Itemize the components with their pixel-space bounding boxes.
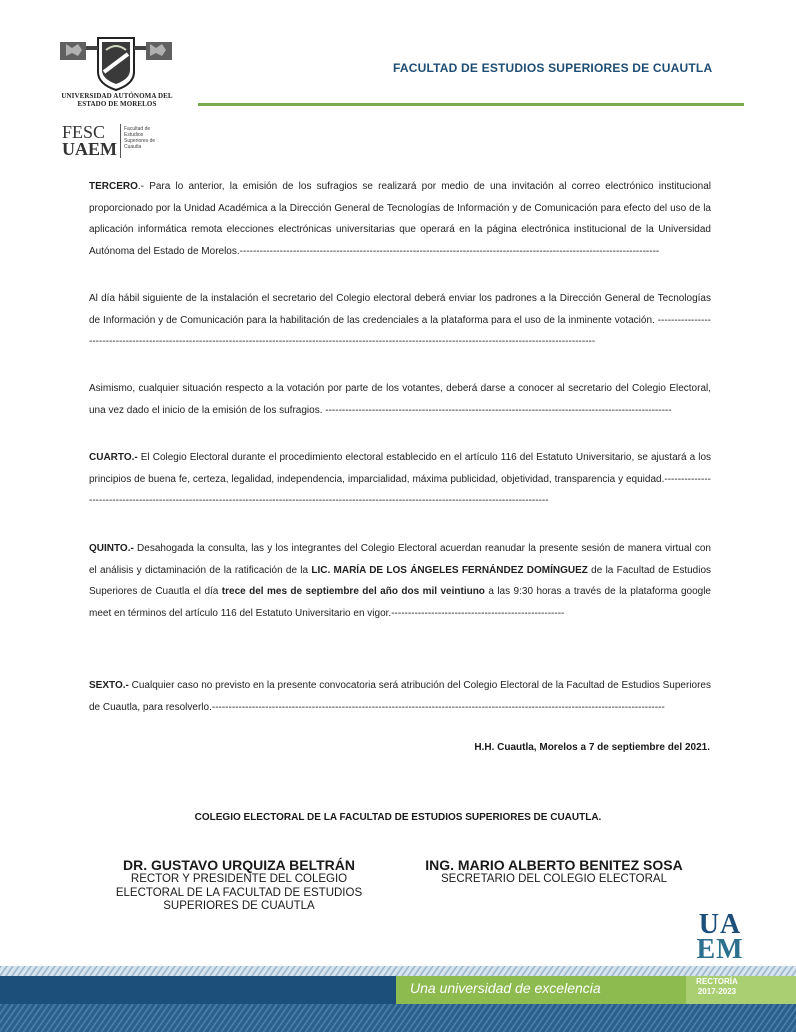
footer-stripe-bottom	[0, 1004, 796, 1032]
asimismo-text: Asimismo, cualquier situación respecto a la votación por parte de los votantes, deberá darse a conocer al secretario del Colegio Electoral, una vez dado el inicio de la emisión de los sufragios.	[89, 383, 711, 416]
fesc-logo-line1: FESC	[62, 122, 106, 142]
fesc-logo-desc2: Estudios	[124, 132, 144, 138]
rectoria-period: 2017-2023	[697, 987, 737, 996]
date-line: H.H. Cuautla, Morelos a 7 de septiembre del 2021.	[474, 742, 710, 753]
sexto-dashes: ----------------------------------------------------------------------------------------------------------------------------------------	[211, 701, 665, 713]
footer-stripe-top	[0, 966, 796, 976]
footer-tagline: Una universidad de excelencia	[410, 980, 601, 996]
signature-secretary	[402, 857, 706, 887]
quinto-text-a: Desahogada la consulta, las y los integrantes del Colegio Electoral acuerdan reanudar la presente sesión de manera virtual con el análisis y dictaminación de la ratificación de la	[89, 543, 711, 576]
fesc-logo-line2: UAEM	[62, 139, 117, 159]
university-name-line2: ESTADO DE MORELOS	[77, 100, 157, 108]
cuarto-dashes: --------------------------------------------------------------------------------------------------------------------------------------------------------	[89, 473, 711, 506]
president-title-line1: RECTOR Y PRESIDENTE DEL COLEGIO	[130, 873, 348, 885]
rectoria-label	[686, 977, 748, 997]
quinto-text-b: de la Facultad de Estudios Superiores de Cuautla el día	[89, 564, 712, 597]
committee-title: COLEGIO ELECTORAL DE LA FACULTAD DE ESTUDIOS SUPERIORES DE CUAUTLA.	[194, 812, 602, 823]
cuarto-label: CUARTO.-	[89, 452, 138, 463]
uaem-footer-logo	[690, 909, 750, 968]
uaem-logo-line1: UA	[698, 909, 742, 940]
tercero-text: .- Para lo anterior, la emisión de los sufragios se realizará por medio de una invitación al correo electrónico institucional proporcionado por la Unidad Académica a la Dirección General de Tecnologías de Información y de Comunicación para efecto del uso de la aplicación informática remota elecciones electrónicas universitarias que operará en la página electrónica institucional de la Universidad Autónoma del Estado de Morelos.	[89, 181, 711, 257]
fesc-logo-desc3: Superiores de	[124, 138, 156, 144]
university-crest-icon	[58, 36, 174, 92]
quinto-text-c: a las 9:30 horas a través de la plataforma google meet en términos del artículo 116 del Estatuto Universitario en vigor.	[89, 586, 711, 619]
padrones-text: Al día hábil siguiente de la instalación el secretario del Colegio electoral deberá enviar los padrones a la Dirección General de Tecnologías de Información y de Comunicación para la habilitación de las credenciales a la plataforma para el uso de la inminente votación.	[89, 293, 711, 326]
fesc-logo	[62, 124, 172, 164]
university-name	[56, 92, 178, 108]
tercero-label: TERCERO	[89, 181, 138, 192]
faculty-title: FACULTAD DE ESTUDIOS SUPERIORES DE CUAUTLA	[393, 61, 713, 75]
paragraph-padrones	[89, 288, 711, 353]
sexto-label: SEXTO.-	[89, 680, 129, 691]
header-divider	[198, 103, 744, 106]
university-name-line1: UNIVERSIDAD AUTÓNOMA DEL	[61, 92, 173, 100]
paragraph-tercero	[89, 176, 711, 262]
quinto-bold-date: trece del mes de septiembre del año dos mil veintiuno	[221, 586, 485, 597]
paragraph-quinto	[89, 538, 711, 624]
padrones-dashes: ------------------------------------------------------------------------------------------------------------------------------------------------------------------------	[89, 314, 711, 347]
cuarto-text: El Colegio Electoral durante el procedimiento electoral establecido en el artículo 116 del Estatuto Universitario, se ajustará a los principios de buena fe, certeza, legalidad, independencia, imparcialidad, máxima publicidad, objetividad, transparencia y equidad.	[89, 452, 711, 485]
fesc-logo-desc1: Facultad de	[124, 126, 151, 132]
secretary-name: ING. MARIO ALBERTO BENITEZ SOSA	[425, 857, 683, 873]
quinto-label: QUINTO.-	[89, 543, 134, 554]
paragraph-asimismo	[89, 378, 711, 421]
paragraph-cuarto	[89, 447, 711, 512]
president-name: DR. GUSTAVO URQUIZA BELTRÁN	[122, 857, 356, 873]
secretary-title: SECRETARIO DEL COLEGIO ELECTORAL	[440, 873, 667, 885]
signature-president	[88, 857, 390, 914]
sexto-text: Cualquier caso no previsto en la presente convocatoria será atribución del Colegio Electoral de la Facultad de Estudios Superiores de Cuautla, para resolverlo.	[89, 680, 711, 713]
paragraph-sexto	[89, 675, 711, 718]
fesc-logo-desc4: Cuautla	[124, 144, 142, 150]
rectoria-text: RECTORÍA	[696, 977, 738, 986]
asimismo-dashes: --------------------------------------------------------------------------------------------------------	[325, 404, 672, 416]
quinto-dashes: ----------------------------------------------------	[391, 607, 565, 619]
tercero-dashes: ------------------------------------------------------------------------------------------------------------------------------	[239, 245, 660, 257]
quinto-bold-name: LIC. MARÍA DE LOS ÁNGELES FERNÁNDEZ DOMÍNGUEZ	[311, 564, 588, 576]
president-title-line3: SUPERIORES DE CUAUTLA	[163, 900, 315, 912]
president-title-line2: ELECTORAL DE LA FACULTAD DE ESTUDIOS	[115, 886, 363, 899]
uaem-logo-line2: EM	[696, 934, 744, 965]
